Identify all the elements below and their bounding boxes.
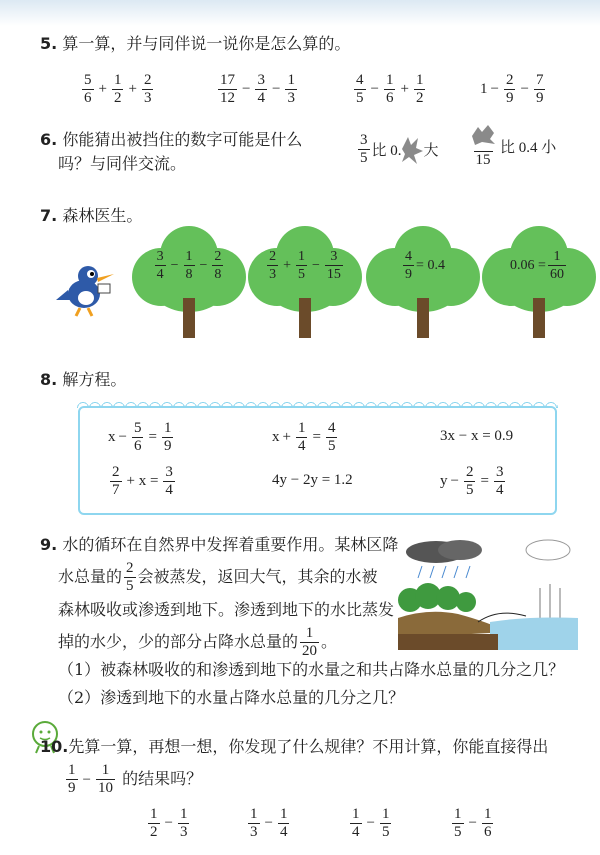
text-line: 先算一算，再想一想，你发现了什么规律？不用计算，你能直接得出 (68, 737, 549, 756)
q10-expression-1 (146, 806, 191, 841)
question-text: 解方程。 (62, 370, 127, 389)
fraction: $\frac{2}{5}$ (465, 464, 474, 498)
question-number: 5. (40, 34, 58, 53)
fraction: $\frac{1}{6}$ (483, 806, 492, 840)
subquestion-1: （1）被森林吸收的和渗透到地下的水量之和共占降水总量的几分之几？ (58, 660, 565, 679)
fraction: $\frac{5}{6}$ (133, 420, 142, 454)
operator: − (468, 815, 477, 831)
text-line: 会被蒸发，返回大气，其余的水被 (137, 567, 378, 586)
operator: − (264, 815, 273, 831)
woodpecker-doctor-icon (54, 256, 118, 320)
equation-5: 4y − 2y = 1.2 (272, 472, 353, 488)
expression-lhs: 0.06 = (510, 257, 546, 273)
top-header-band (0, 0, 600, 26)
question-9 (40, 530, 400, 660)
fraction: $\frac{1}{5}$ (381, 806, 390, 840)
operator: − (370, 81, 379, 97)
q5-expression-1 (80, 72, 155, 107)
comparison-text-end: 大 (423, 143, 439, 159)
operator: − (271, 81, 281, 97)
q5-expression-4 (480, 72, 547, 107)
ink-blot-icon (470, 124, 496, 146)
question-text: 森林医生。 (62, 206, 143, 225)
fraction: $\frac{1}{10}$ (97, 762, 113, 796)
equation-1: x − $\frac{5}{6}$ = $\frac{1}{9}$ (108, 420, 172, 454)
text-line: 掉的水少，少的部分占降水总量的 (58, 632, 299, 651)
operator: − (312, 257, 320, 273)
expression-rhs: = 0.4 (416, 257, 445, 273)
operator: − (490, 81, 499, 97)
fraction: $\frac{4}{5}$ (327, 420, 336, 454)
q5-expression-3 (352, 72, 427, 107)
fraction: $\frac{4}{5}$ (356, 72, 364, 106)
question-text-line-2: 吗？与同伴交流。 (58, 154, 187, 173)
fraction: $\frac{1}{20}$ (302, 625, 318, 659)
fraction: $\frac{17}{12}$ (220, 72, 235, 106)
fraction: $\frac{1}{9}$ (163, 420, 172, 454)
fraction: 15 (468, 124, 498, 169)
fraction: $\frac{1}{2}$ (150, 806, 158, 840)
water-cycle-illustration (398, 538, 578, 650)
q6-expression-a (356, 132, 439, 167)
tree-card-4 (480, 226, 598, 344)
question-text: 算一算，并与同伴说一说你是怎么算的。 (62, 34, 351, 53)
fraction: $\frac{2}{5}$ (126, 560, 134, 594)
fraction: $\frac{1}{8}$ (185, 249, 193, 282)
fraction: $\frac{2}{3}$ (143, 72, 152, 106)
fraction: $\frac{3}{4}$ (257, 72, 265, 106)
tree-card-2 (246, 226, 364, 344)
q5-expression-2 (216, 72, 299, 107)
subquestion-2: （2）渗透到地下的水量占降水总量的几分之几？ (58, 688, 405, 707)
operator: − (82, 771, 91, 788)
fraction: $\frac{3}{4}$ (495, 464, 504, 498)
fraction: $\frac{7}{9}$ (535, 72, 544, 106)
fraction: $\frac{3}{5}$ (360, 132, 368, 166)
fraction: $\frac{1}{2}$ (113, 72, 122, 106)
fraction: $\frac{3}{4}$ (165, 464, 173, 498)
fraction: $\frac{1}{4}$ (297, 420, 306, 454)
operator: − (199, 257, 208, 273)
operator: + (283, 257, 291, 273)
question-9-subquestions (58, 656, 588, 712)
fraction: $\frac{1}{3}$ (250, 806, 258, 840)
text-line: 水总量的 (58, 567, 123, 586)
operator: − (520, 81, 529, 97)
q10-expression-3 (348, 806, 393, 841)
question-6 (40, 128, 330, 176)
question-5 (40, 32, 350, 56)
question-number: 6. (40, 130, 58, 149)
fraction: $\frac{1}{5}$ (454, 806, 462, 840)
text-line: 森林吸收或渗透到地下。渗透到地下的水比蒸发 (58, 600, 395, 619)
fraction: $\frac{1}{9}$ (68, 762, 76, 796)
fraction: $\frac{1}{6}$ (385, 72, 394, 106)
question-number: 10. (40, 737, 69, 756)
q10-expression-4 (450, 806, 495, 841)
q10-expression-2 (246, 806, 291, 841)
fraction: $\frac{1}{2}$ (415, 72, 424, 106)
question-number: 7. (40, 206, 58, 225)
fraction: $\frac{1}{5}$ (298, 249, 305, 282)
question-number: 8. (40, 370, 58, 389)
text-line: 水的循环在自然界中发挥着重要作用。某林区降 (62, 535, 399, 554)
question-number: 9. (40, 535, 58, 554)
fraction: $\frac{1}{4}$ (279, 806, 288, 840)
text-line: 的结果吗？ (122, 769, 203, 788)
operator: + (400, 81, 409, 97)
fraction: $\frac{3}{4}$ (156, 249, 164, 282)
fraction: $\frac{2}{8}$ (214, 249, 222, 282)
fraction: $\frac{1}{3}$ (179, 806, 188, 840)
fraction: $\frac{1}{4}$ (352, 806, 360, 840)
equation-6: y − $\frac{2}{5}$ = $\frac{3}{4}$ (440, 464, 504, 498)
equation-3: 3x − x = 0.9 (440, 428, 514, 444)
equation-4: $\frac{2}{7}$ + x = $\frac{3}{4}$ (112, 464, 173, 498)
question-8 (40, 368, 126, 392)
text-line: 。 (321, 632, 338, 651)
tree-card-1 (130, 226, 248, 344)
operator: + (98, 81, 107, 97)
question-text-line-1: 你能猜出被挡住的数字可能是什么 (62, 130, 303, 149)
fraction: $\frac{1}{3}$ (287, 72, 295, 106)
equation-2: x + $\frac{1}{4}$ = $\frac{4}{5}$ (272, 420, 336, 454)
fraction: $\frac{2}{7}$ (112, 464, 120, 498)
comparison-text: 比 0.4 小 (500, 140, 557, 156)
question-7 (40, 204, 142, 228)
number: 1 (480, 81, 488, 97)
operator: − (164, 815, 173, 831)
comparison-text: 比 0. (371, 143, 402, 159)
ink-blot-icon (398, 135, 424, 165)
fraction: $\frac{1}{60}$ (549, 249, 564, 282)
operator: − (170, 257, 179, 273)
fraction: $\frac{2}{3}$ (269, 249, 277, 282)
operator: − (242, 81, 251, 97)
fraction: $\frac{3}{15}$ (326, 249, 341, 282)
operator: − (366, 815, 375, 831)
fraction: $\frac{4}{9}$ (405, 249, 413, 282)
q6-expression-b (466, 124, 556, 169)
question-10 (40, 732, 590, 797)
operator: + (128, 81, 137, 97)
fraction: $\frac{2}{9}$ (505, 72, 514, 106)
tree-card-3 (364, 226, 482, 344)
fraction: $\frac{5}{6}$ (84, 72, 92, 106)
